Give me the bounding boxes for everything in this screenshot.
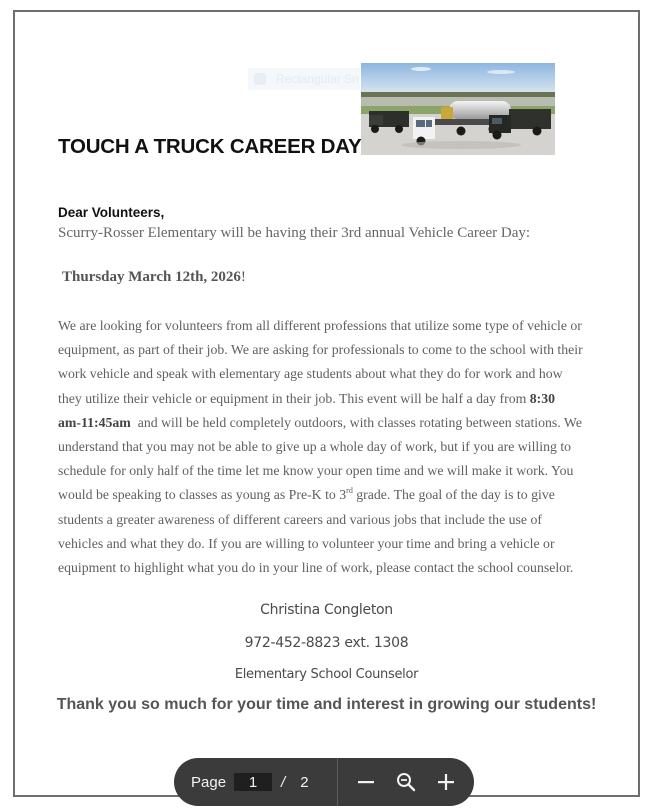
ghost-shape-icon xyxy=(254,73,266,85)
pdf-toolbar xyxy=(174,758,474,806)
zoom-out-button[interactable] xyxy=(351,767,381,797)
contact-phone: 972-452-8823 ext. 1308 xyxy=(244,635,409,651)
page-number-input[interactable] xyxy=(234,773,272,791)
contact-role: Elementary School Counselor xyxy=(234,667,419,682)
greeting: Dear Volunteers, xyxy=(58,205,165,220)
magnifier-minus-icon xyxy=(396,772,416,792)
body-line: We are looking for volunteers from all different professions that utilize some type of vehicle or xyxy=(58,318,582,333)
body-line: equipment to highlight what you do in your line of work, please contact the school counselor. xyxy=(58,560,574,576)
body-line: vehicles and what they do. If you are willing to volunteer your time and bring a vehicle or xyxy=(58,535,555,551)
plus-icon xyxy=(437,773,455,791)
zoom-in-button[interactable] xyxy=(431,767,461,797)
body-line: they utilize their vehicle or equipment in their job. This event will be half a day from 8:30 xyxy=(58,390,556,406)
body-line: work vehicle and speak with elementary age students about what they do for work and how xyxy=(58,366,563,382)
page-separator: / xyxy=(281,773,286,791)
body-line: students a greater awareness of different careers and various jobs that include the use of xyxy=(58,511,542,527)
thank-you-note: Thank you so much for your time and interest in growing our students! xyxy=(56,696,597,713)
ghost-shape-text: Rectangular Sn xyxy=(276,72,359,86)
ghost-shape-label xyxy=(248,68,360,90)
minus-icon xyxy=(357,773,375,791)
document-title: TOUCH A TRUCK CAREER DAY xyxy=(58,135,362,158)
total-pages: 2 xyxy=(300,773,309,791)
trucks-photo xyxy=(361,63,555,155)
event-date-bold: Thursday March 12th, 2026 xyxy=(62,269,241,285)
page-navigator xyxy=(174,758,337,806)
event-date-suffix: ! xyxy=(240,269,246,285)
body-paragraph xyxy=(58,314,603,580)
intro-text: Scurry-Rosser Elementary will be having their 3rd annual Vehicle Career Day: xyxy=(58,225,531,241)
trucks-photo-icon xyxy=(361,63,555,155)
page-label: Page xyxy=(191,773,227,791)
event-start-time: 8:30 xyxy=(529,390,556,406)
body-line: would be speaking to classes as young as Pre-K to 3rd grade. The goal of the day is to give xyxy=(58,486,555,503)
body-line: understand that you may not be able to give up a whole day of work, but if you are willing to xyxy=(58,439,572,455)
zoom-reset-button[interactable] xyxy=(391,767,421,797)
zoom-controls xyxy=(338,758,474,806)
body-line: am-11:45am and will be held completely outdoors, with classes rotating between stations. We xyxy=(58,414,582,430)
event-end-time: am-11:45am xyxy=(58,414,131,430)
body-line: equipment, as part of their job. We are asking for professionals to come to the school with their xyxy=(58,342,583,358)
contact-name: Christina Congleton xyxy=(260,602,393,618)
event-date xyxy=(62,269,246,286)
body-line: schedule for only half of the time let me know your open time and we will make it work. You xyxy=(58,463,574,479)
